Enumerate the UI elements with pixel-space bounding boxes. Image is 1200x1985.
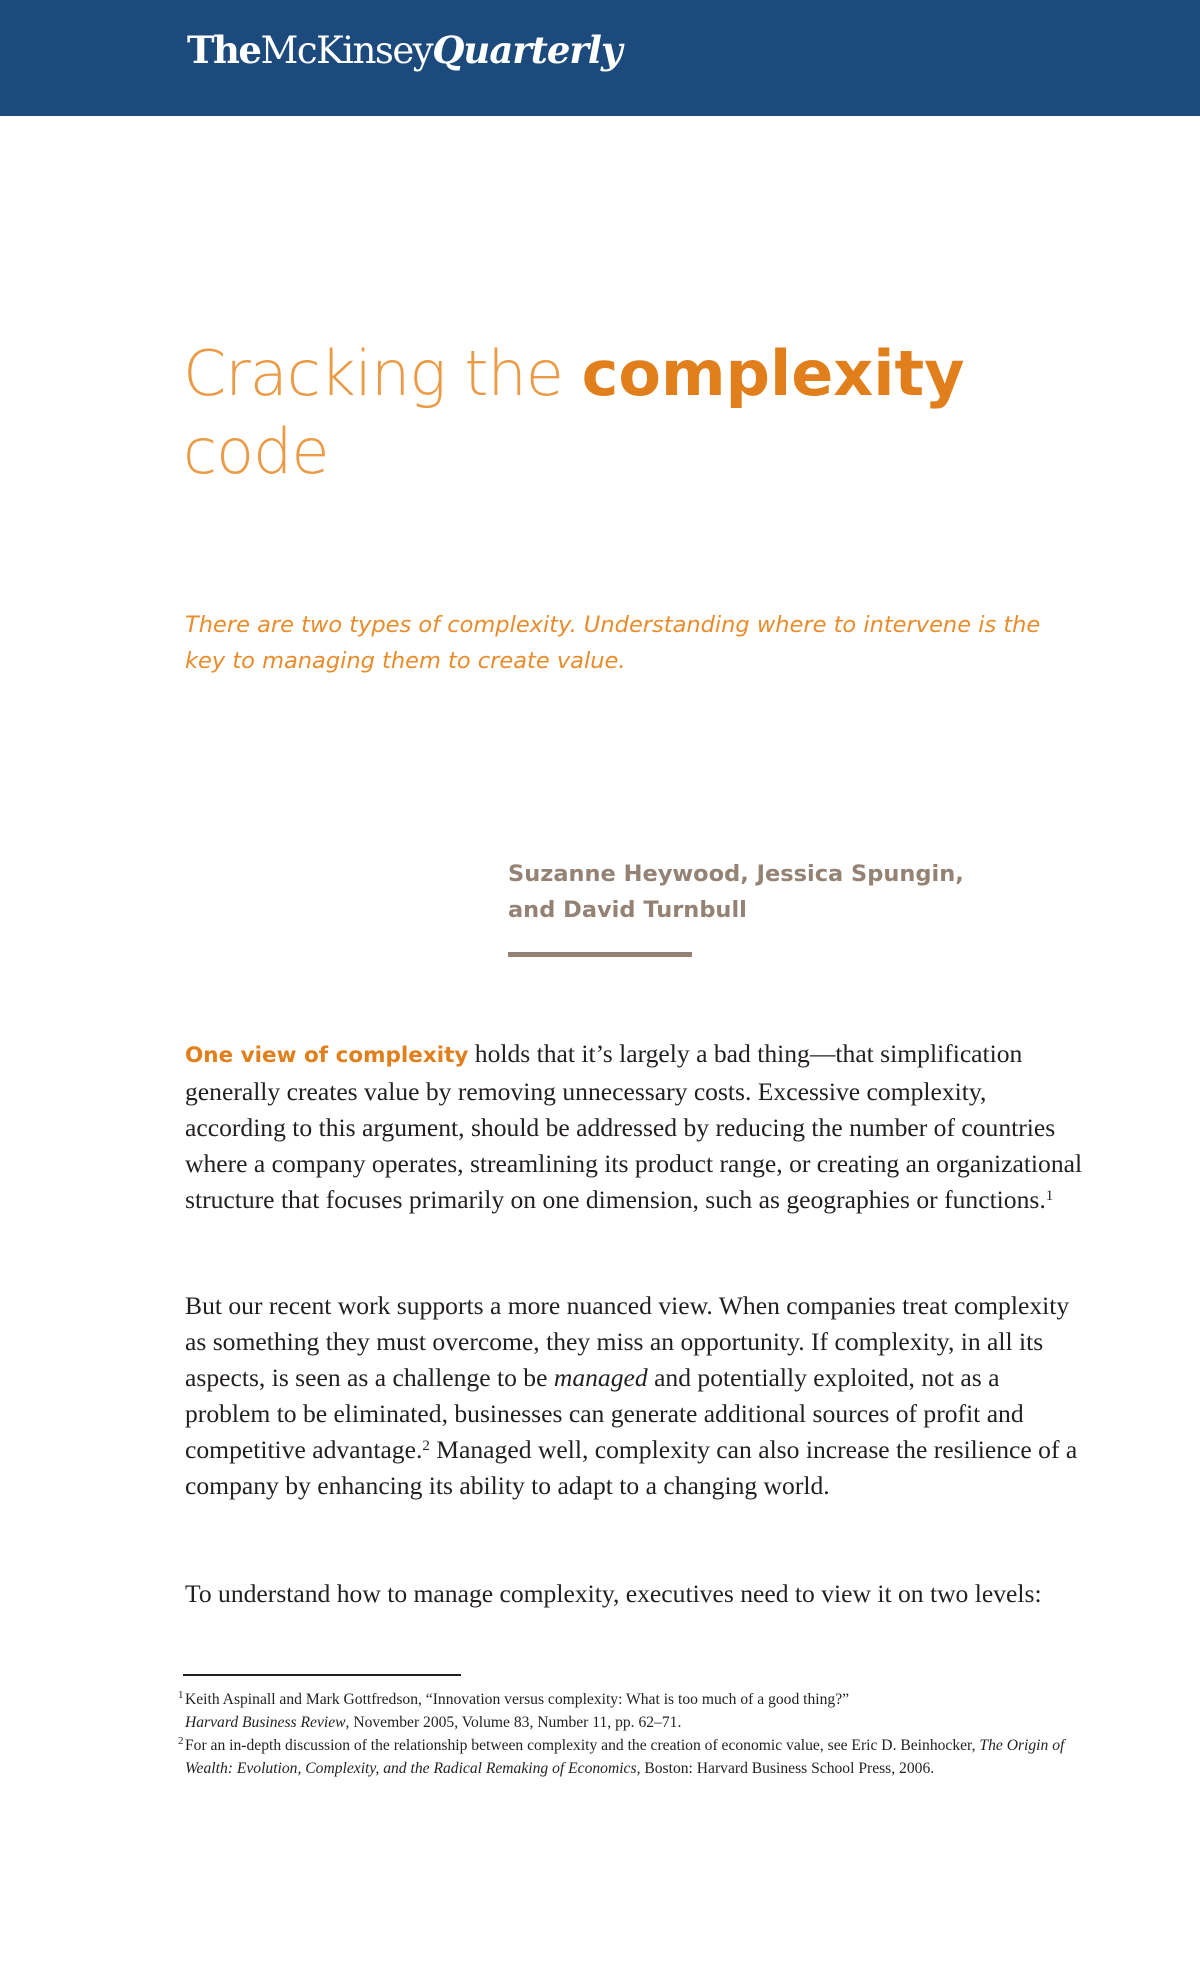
mckinsey-quarterly-logo[interactable] <box>187 28 621 72</box>
paragraph-lead-in: One view of complexity <box>185 1043 469 1068</box>
author-divider <box>508 952 692 957</box>
footnote-marker-2: 2 <box>178 1735 184 1747</box>
body-paragraph-1 <box>185 1036 1085 1218</box>
title-bold-part: complexity <box>581 337 965 410</box>
masthead-banner <box>0 0 1200 116</box>
footnote-2-source: The Origin of Wealth: Evolution, Complexity, and the Radical Remaking of Economics <box>185 1737 1065 1777</box>
footnote-1-text: Keith Aspinall and Mark Gottfredson, “Innovation versus complexity: What is too much of a good thing?” <box>185 1691 850 1708</box>
paragraph-2-text-b: and potentially exploited, not as a problem to be eliminated, businesses can generate additional sources of profit and competitive advantage. <box>185 1363 1024 1464</box>
footnote-1-source: Harvard Business Review <box>185 1714 346 1731</box>
paragraph-2-text-c: Managed well, complexity can also increase the resilience of a company by enhancing its ability to adapt to a changing world. <box>185 1435 1078 1500</box>
footnote-ref-1[interactable]: 1 <box>1045 1188 1054 1204</box>
paragraph-2-text-a: But our recent work supports a more nuanced view. When companies treat complexity as something they must overcome, they miss an opportunity. If complexity, in all its aspects, is seen as a challenge to be <box>185 1291 1070 1392</box>
authors-line-2: and David Turnbull <box>508 897 747 923</box>
article-authors <box>508 856 1068 928</box>
footnote-2 <box>178 1734 1078 1780</box>
footnote-2-details: , Boston: Harvard Business School Press, 2006. <box>636 1760 935 1777</box>
title-light-part: Cracking the <box>183 337 582 410</box>
footnotes <box>178 1688 1078 1780</box>
paragraph-1-text: holds that it’s largely a bad thing—that simplification generally creates value by removing unnecessary costs. Excessive complexity, according to this argument, should be addressed by reducing the number of countries where a company operates, streamlining its product range, or creating an organizational structure that focuses primarily on one dimension, such as geographies or functions. <box>185 1039 1083 1214</box>
logo-mckinsey: McKinsey <box>260 29 433 72</box>
title-second-line: code <box>183 415 329 488</box>
logo-quarterly: Quarterly <box>432 28 622 72</box>
emphasis-managed: managed <box>553 1363 648 1392</box>
body-paragraph-2 <box>185 1288 1085 1504</box>
footnote-divider <box>183 1674 461 1676</box>
article-deck: There are two types of complexity. Understanding where to intervene is the key to managing them to create value. <box>185 612 1041 674</box>
body-paragraph-3: To understand how to manage complexity, executives need to view it on two levels: <box>185 1579 1042 1608</box>
footnote-2-text: For an in-depth discussion of the relationship between complexity and the creation of economic value, see Eric D. Beinhocker, <box>185 1737 980 1754</box>
footnote-ref-2[interactable]: 2 <box>422 1438 430 1454</box>
authors-line-1: Suzanne Heywood, Jessica Spungin, <box>508 861 964 887</box>
footnote-1 <box>178 1688 1078 1734</box>
footnote-marker-1: 1 <box>178 1689 184 1701</box>
logo-the: The <box>187 28 261 72</box>
article-title <box>183 335 1083 491</box>
footnote-1-details: , November 2005, Volume 83, Number 11, pp. 62–71. <box>345 1714 682 1731</box>
